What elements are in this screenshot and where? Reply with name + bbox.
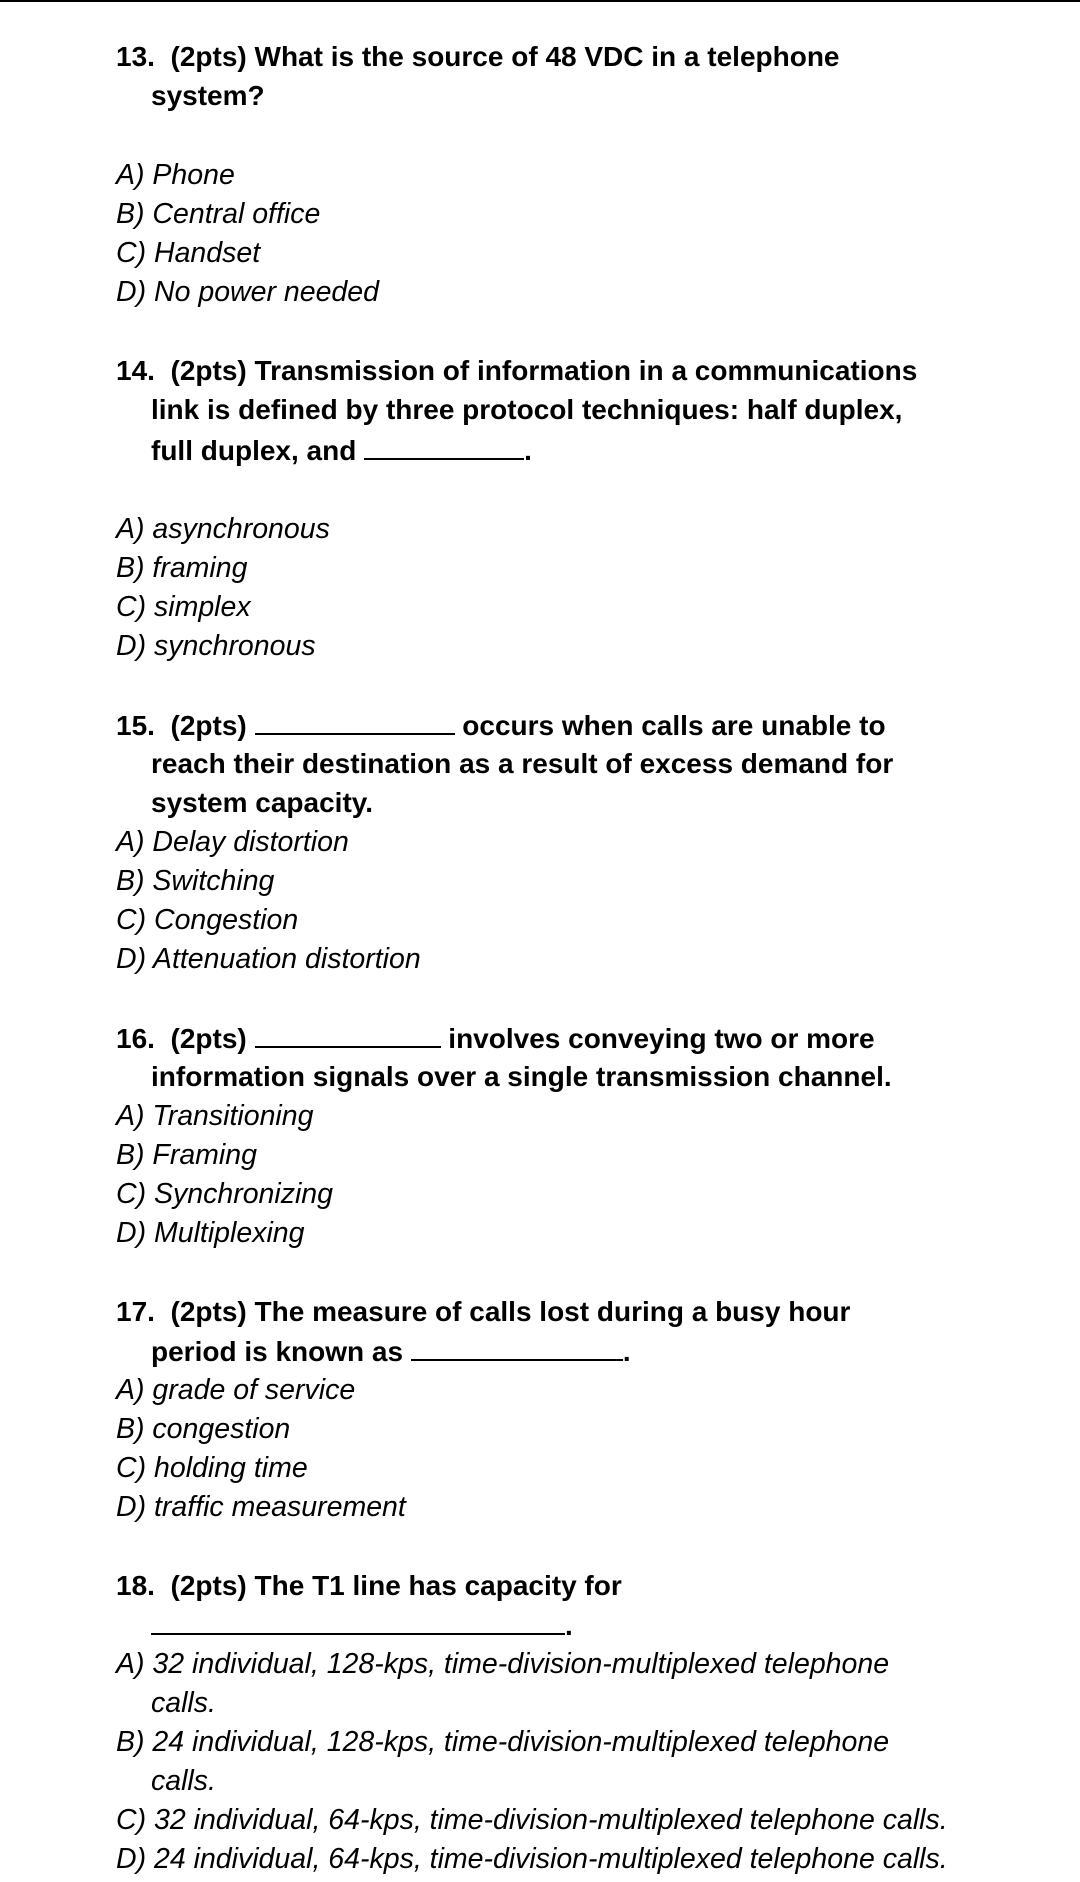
question-number: 17. bbox=[116, 1296, 155, 1327]
option-b: B) Central office bbox=[116, 198, 321, 230]
answer-blank bbox=[411, 1335, 623, 1361]
question-15-line1 bbox=[116, 709, 886, 742]
question-17-line2 bbox=[151, 1335, 631, 1368]
question-16-line1 bbox=[116, 1022, 875, 1055]
option-a: A) Phone bbox=[116, 159, 235, 191]
question-15-line2: reach their destination as a result of excess demand for bbox=[151, 748, 894, 779]
question-stem: The T1 line has capacity for bbox=[254, 1570, 622, 1601]
question-stem: Transmission of information in a communications bbox=[254, 355, 918, 386]
question-number: 14. bbox=[116, 355, 155, 386]
question-13-line2: system? bbox=[151, 80, 265, 111]
question-number: 18. bbox=[116, 1570, 155, 1601]
answer-blank bbox=[151, 1609, 565, 1635]
option-c: C) simplex bbox=[116, 591, 251, 623]
period: . bbox=[565, 1610, 573, 1641]
option-c: C) Handset bbox=[116, 237, 261, 269]
option-a: A) asynchronous bbox=[116, 513, 330, 545]
question-13-line1 bbox=[116, 41, 840, 73]
question-stem: involves conveying two or more bbox=[448, 1023, 875, 1054]
question-points: (2pts) bbox=[170, 41, 247, 72]
question-stem: The measure of calls lost during a busy hour bbox=[254, 1296, 851, 1327]
option-a-continued: calls. bbox=[151, 1687, 216, 1719]
option-d: D) synchronous bbox=[116, 630, 316, 662]
option-b: B) Switching bbox=[116, 865, 275, 897]
question-points: (2pts) bbox=[170, 710, 247, 741]
option-d: D) traffic measurement bbox=[116, 1491, 406, 1523]
question-stem: full duplex, and bbox=[151, 435, 357, 466]
option-a: A) 32 individual, 128-kps, time-division-multiplexed telephone bbox=[116, 1648, 890, 1680]
question-stem: What is the source of 48 VDC in a telephone bbox=[254, 41, 840, 72]
question-17-line1 bbox=[116, 1296, 850, 1328]
option-c: C) 32 individual, 64-kps, time-division-multiplexed telephone calls. bbox=[116, 1804, 948, 1836]
answer-blank bbox=[255, 1022, 441, 1048]
option-a: A) Transitioning bbox=[116, 1100, 314, 1132]
option-b: B) framing bbox=[116, 552, 248, 584]
option-c: C) Congestion bbox=[116, 904, 299, 936]
option-d: D) No power needed bbox=[116, 276, 379, 308]
option-b: B) Framing bbox=[116, 1139, 257, 1171]
period: . bbox=[524, 435, 532, 466]
question-stem: period is known as bbox=[151, 1336, 404, 1367]
option-d: D) 24 individual, 64-kps, time-division-multiplexed telephone calls. bbox=[116, 1843, 948, 1875]
question-14-line2: link is defined by three protocol techniques: half duplex, bbox=[151, 394, 903, 425]
question-number: 15. bbox=[116, 710, 155, 741]
top-border bbox=[0, 0, 1080, 2]
question-points: (2pts) bbox=[170, 1570, 247, 1601]
question-16-line2: information signals over a single transmission channel. bbox=[151, 1061, 892, 1092]
question-points: (2pts) bbox=[170, 1296, 247, 1327]
option-b: B) congestion bbox=[116, 1413, 291, 1445]
question-14-line3 bbox=[151, 434, 532, 467]
question-points: (2pts) bbox=[170, 355, 247, 386]
question-15-line3: system capacity. bbox=[151, 787, 374, 818]
answer-blank bbox=[364, 434, 524, 460]
option-b: B) 24 individual, 128-kps, time-division-multiplexed telephone bbox=[116, 1726, 890, 1758]
question-14-line1 bbox=[116, 355, 917, 387]
question-18-line1 bbox=[116, 1570, 622, 1602]
question-number: 13. bbox=[116, 41, 155, 72]
option-c: C) Synchronizing bbox=[116, 1178, 334, 1210]
question-18-line2 bbox=[151, 1609, 573, 1642]
option-d: D) Attenuation distortion bbox=[116, 943, 421, 975]
option-a: A) grade of service bbox=[116, 1374, 356, 1406]
question-points: (2pts) bbox=[170, 1023, 247, 1054]
question-stem: occurs when calls are unable to bbox=[462, 710, 886, 741]
option-a: A) Delay distortion bbox=[116, 826, 349, 858]
period: . bbox=[622, 1336, 631, 1367]
option-c: C) holding time bbox=[116, 1452, 308, 1484]
option-d: D) Multiplexing bbox=[116, 1217, 305, 1249]
question-number: 16. bbox=[116, 1023, 155, 1054]
option-b-continued: calls. bbox=[151, 1765, 216, 1797]
answer-blank bbox=[255, 709, 455, 735]
